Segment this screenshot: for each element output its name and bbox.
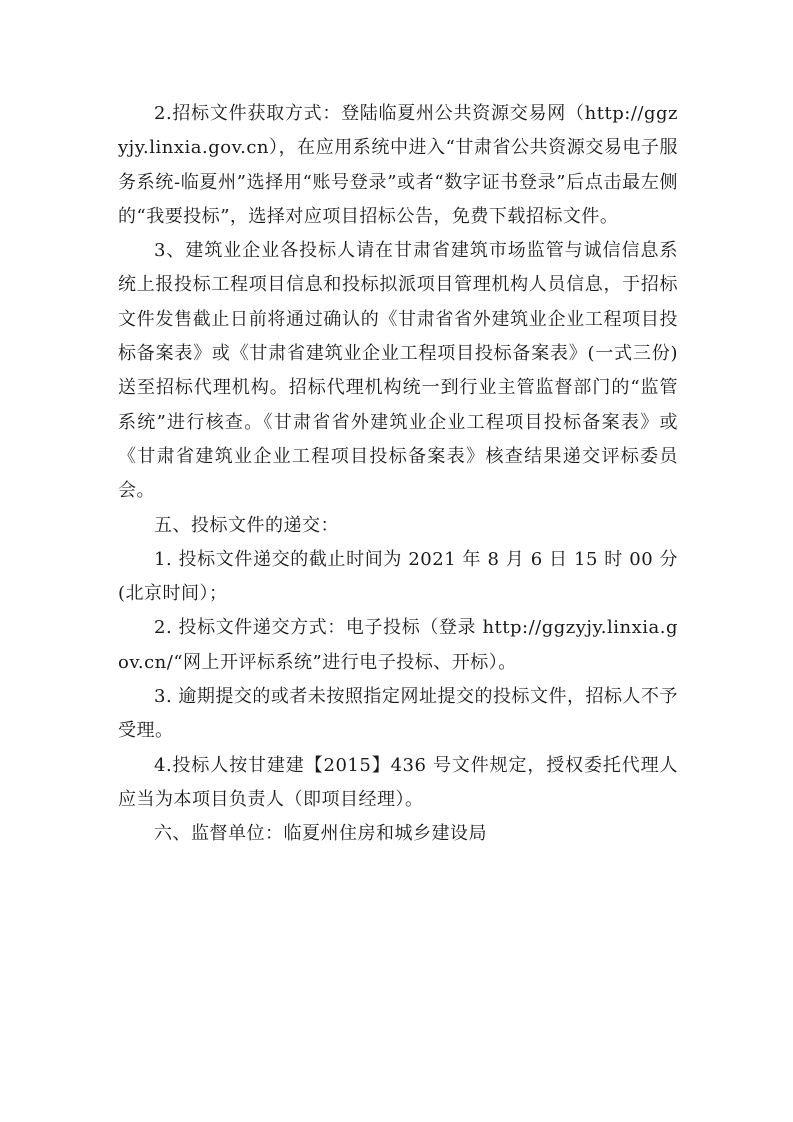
paragraph-submission-method: 2. 投标文件递交方式：电子投标（登录 http://ggzyjy.linxia.gov.cn/“网上开评标系统”进行电子投标、开标）。 (118, 617, 678, 673)
paragraph-bidder-registration: 3、建筑业企业各投标人请在甘肃省建筑市场监管与诚信信息系统上报投标工程项目信息和投标拟派项目管理机构人员信息，于招标文件发售截止日前将通过确认的《甘肃省省外建筑业企业工程项目投标备案表》或《甘肃省建筑业企业工程项目投标备案表》(一式三份)送至招标代理机构。招标代理机构统一到行业主管监督部门的“监管系统”进行核查。《甘肃省省外建筑业企业工程项目投标备案表》或《甘肃省建筑业企业工程项目投标备案表》核查结果递交评标委员会。 (118, 240, 678, 502)
document-page (118, 97, 678, 852)
section-heading-supervisor: 六、监督单位：临夏州住房和城乡建设局 (154, 823, 487, 845)
paragraph-bid-doc-acquisition: 2.招标文件获取方式：登陆临夏州公共资源交易网（http://ggzyjy.linxia.gov.cn），在应用系统中进入“甘肃省公共资源交易电子服务系统-临夏州”选择用“账号登录”或者“数字证书登录”后点击最左侧的“我要投标”，选择对应项目招标公告，免费下载招标文件。 (118, 103, 678, 227)
section-heading-bid-submission: 五、投标文件的递交： (154, 514, 339, 536)
paragraph-authorized-agent: 4.投标人按甘建建【2015】436 号文件规定，授权委托代理人应当为本项目负责人（即项目经理）。 (118, 754, 678, 810)
paragraph-submission-deadline: 1. 投标文件递交的截止时间为 2021 年 8 月 6 日 15 时 00 分(北京时间）； (118, 548, 678, 605)
paragraph-late-submission: 3. 逾期提交的或者未按照指定网址提交的投标文件，招标人不予受理。 (118, 686, 678, 742)
